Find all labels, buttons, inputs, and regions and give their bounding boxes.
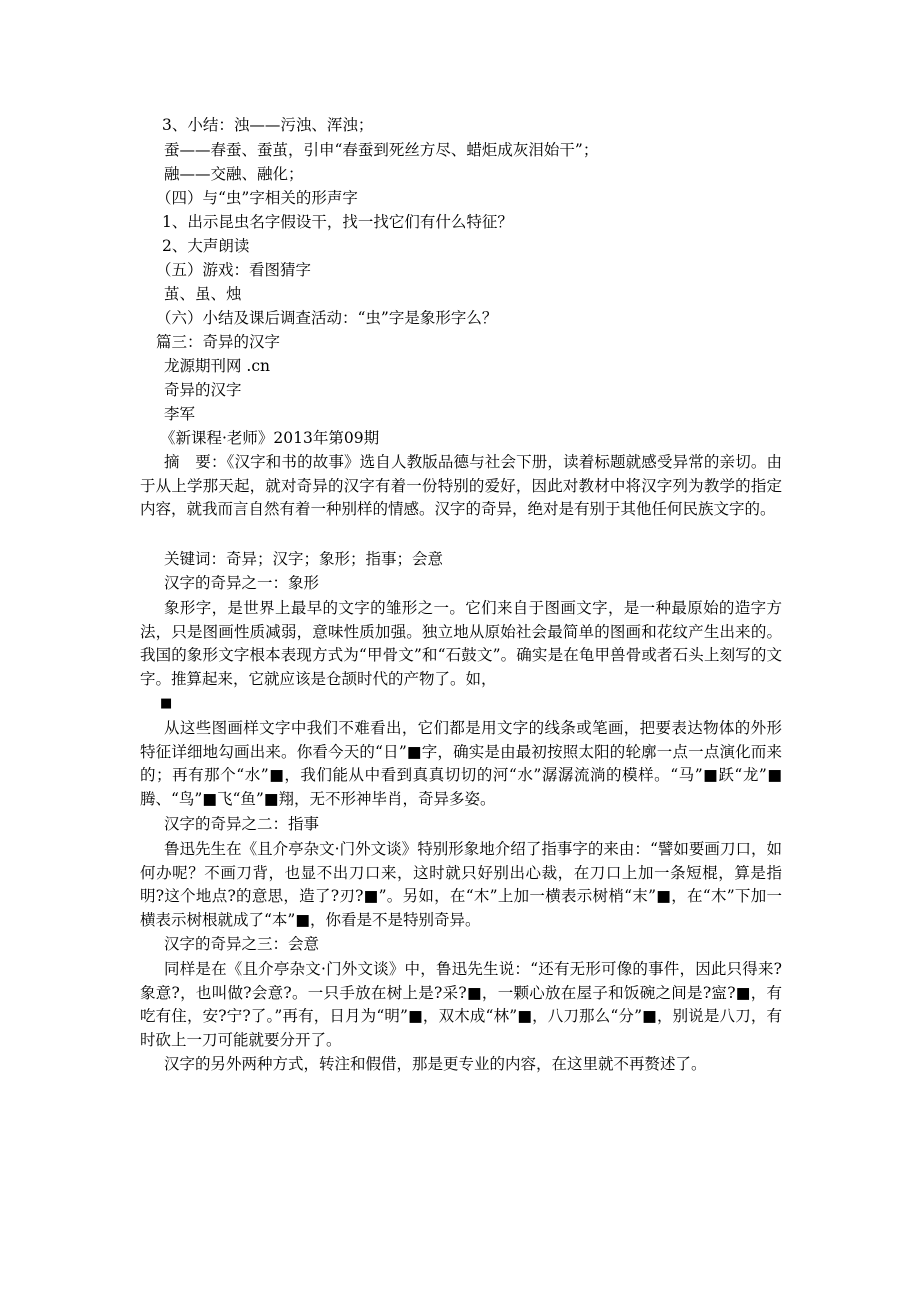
summary-line-3: 3、小结：浊——污浊、浑浊；	[162, 116, 374, 134]
abstract-paragraph: 摘 要：《汉字和书的故事》选自人教版品德与社会下册，读着标题就感受异常的亲切。由于从上学那天起，就对奇异的汉字有着一份特别的爱好，因此对教材中将汉字列为教学的指定内容，就我而言自然有着一种别样的情感。汉字的奇异，绝对是有别于其他任何民族文字的。	[140, 453, 782, 519]
section-heading-ideograph: 汉字的奇异之三：会意	[164, 935, 320, 953]
keywords-line: 关键词：奇异；汉字；象形；指事；会意	[164, 550, 444, 568]
author-name: 李军	[164, 405, 196, 423]
indicative-paragraph: 鲁迅先生在《且介亭杂文·门外文谈》特别形象地介绍了指事字的来由：“譬如要画刀口，如何办呢？不画刀背，也显不出刀口来，这时就只好别出心裁，在刀口上加一条短棍，算是指明?这个地点?的意思，造了?刃?■”。另如，在“木”上加一横表示树梢“末”■，在“木”下加一横表示树根就成了“本”■，你看是不是特别奇异。	[140, 840, 782, 929]
section-heading-pictograph: 汉字的奇异之一：象形	[164, 574, 320, 592]
journal-citation: 《新课程·老师》2013年第09期	[160, 429, 380, 447]
pictograph-paragraph: 象形字，是世界上最早的文字的雏形之一。它们来自于图画文字，是一种最原始的造字方法，只是图画性质减弱，意味性质加强。独立地从原始社会最简单的图画和花纹产生出来的。我国的象形文字根本表现方式为“甲骨文”和“石鼓文”。确实是在龟甲兽骨或者石头上刻写的文字。推算起来，它就应该是仓颉时代的产物了。如，	[140, 599, 782, 688]
closing-paragraph: 汉字的另外两种方式，转注和假借，那是更专业的内容，在这里就不再赘述了。	[164, 1055, 707, 1073]
section-five-heading: （五）游戏：看图猜字	[156, 261, 312, 279]
section-four-heading: （四）与“虫”字相关的形声字	[156, 189, 358, 207]
summary-silkworm-line: 蚕——春蚕、蚕茧，引申“春蚕到死丝方尽、蜡炬成灰泪始干”；	[164, 141, 599, 159]
step-1-line: 1、出示昆虫名字假设干，找一找它们有什么特征？	[162, 213, 513, 231]
source-site-line: 龙源期刊网 .cn	[164, 357, 271, 375]
article-title: 奇异的汉字	[164, 381, 242, 399]
section-heading-indicative: 汉字的奇异之二：指事	[164, 815, 320, 833]
pictograph-examples-paragraph: 从这些图画样文字中我们不难看出，它们都是用文字的线条或笔画，把要表达物体的外形特征详细地勾画出来。你看今天的“日”■字，确实是由最初按照太阳的轮廓一点一点演化而来的；再有那个“水”■，我们能从中看到真真切切的河“水”潺潺流淌的模样。“马”■跃“龙”■腾、“鸟”■飞“鱼”■翔，无不形神毕肖，奇异多姿。	[140, 719, 782, 808]
part-three-title: 篇三：奇异的汉字	[156, 333, 281, 351]
ideograph-paragraph: 同样是在《且介亭杂文·门外文谈》中，鲁迅先生说：“还有无形可像的事件，因此只得来?象意?，也叫做?会意?。一只手放在树上是?采?■，一颗心放在屋子和饭碗之间是?寍?■，有吃有住，安?宁?了。”再有，日月为“明”■，双木成“林”■，八刀那么“分”■，别说是八刀，有时砍上一刀可能就要分开了。	[140, 960, 782, 1049]
section-six-heading: （六）小结及课后调查活动：“虫”字是象形字么？	[156, 309, 498, 327]
summary-rong-line: 融——交融、融化；	[164, 165, 304, 183]
step-2-line: 2、大声朗读	[162, 237, 250, 255]
game-characters-line: 茧、虽、烛	[164, 285, 242, 303]
missing-image-placeholder: ■	[160, 696, 173, 711]
